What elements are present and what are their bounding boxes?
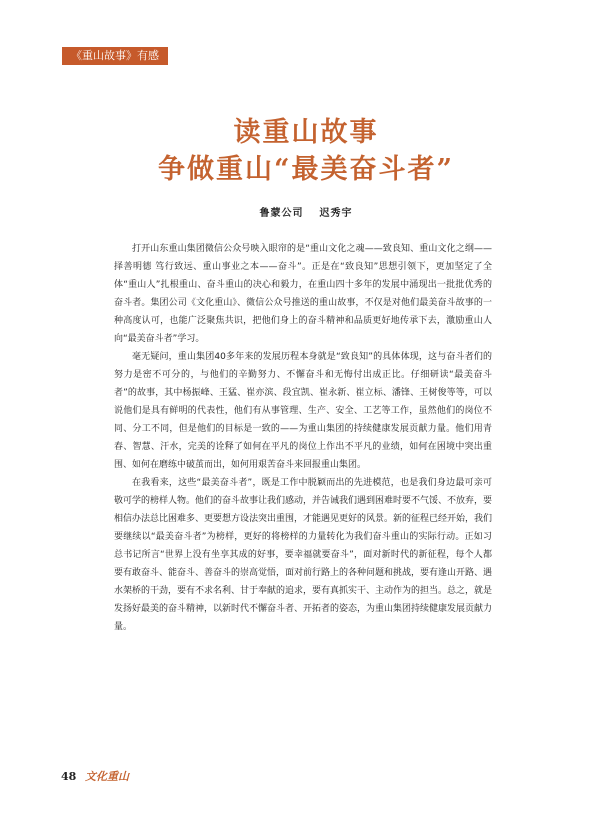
author-name: 迟秀宇 — [319, 208, 353, 219]
paragraph-1: 打开山东重山集团微信公众号映入眼帘的是“重山文化之魂——致良知、重山文化之纲——择善明德 笃行致远、重山事业之本——奋斗”。正是在“致良知”思想引领下，更加坚定了全体“重山人”扎根重山、奋斗重山的决心和毅力，在重山四十多年的发展中涌现出一批批优秀的奋斗者。集团公司《文化重山》、微信公众号推送的重山故事，不仅是对他们最美奋斗故事的一种高度认可，也能广泛聚焦共识，把他们身上的奋斗精神和品质更好地传承下去，激励重山人向“最美奋斗者”学习。 — [114, 244, 492, 344]
author-byline — [0, 204, 612, 219]
author-organization: 鲁蒙公司 — [259, 208, 304, 219]
paragraph-3: 在我看来，这些“最美奋斗者”，既是工作中脱颖而出的先进模范，也是我们身边最可亲可敬可学的榜样人物。他们的奋斗故事让我们感动，并告诫我们遇到困难时要不气馁、不放弃，要相信办法总比困难多、更要想方设法突出重围，才能遇见更好的风景。新的征程已经开始，我们要继续以“最美奋斗者”为榜样，更好的将榜样的力量转化为我们奋斗重山的实际行动。正如习总书记所言“世界上没有坐享其成的好事，要幸福就要奋斗”，面对新时代的新征程，每个人都要有敢奋斗、能奋斗、善奋斗的崇高觉悟，面对前行路上的各种问题和挑战，要有逢山开路、遇水架桥的干劲，要有不求名利、甘于奉献的追求，要有真抓实干、主动作为的担当。总之，就是发扬好最美的奋斗精神，以新时代不懈奋斗者、开拓者的姿态，为重山集团持续健康发展贡献力量。 — [114, 478, 493, 632]
section-tag: 《重山故事》有感 — [62, 47, 168, 65]
article-body — [114, 240, 492, 636]
article-title-line-2: 争做重山“最美奋斗者” — [157, 154, 455, 185]
page-number: 48 — [61, 770, 77, 783]
magazine-brand-logo: 文化重山 — [85, 770, 129, 783]
paragraph-2: 毫无疑问，重山集团40多年来的发展历程本身就是“致良知”的具体体现，这与奋斗者们的努力是密不可分的，与他们的辛勤努力、不懈奋斗和无悔付出成正比。仔细研读“最美奋斗者”的故事，其中杨振峰、王猛、崔亦滨、段宜凯、崔永新、崔立标、潘锋、王树俊等等，可以说他们是具有鲜明的代表性，他们有从事管理、生产、安全、工艺等工作，虽然他们的岗位不同、分工不同，但是他们的目标是一致的——为重山集团的持续健康发展贡献力量。他们用青春、智慧、汗水，完美的诠释了如何在平凡的岗位上作出不平凡的业绩，如何在困境中突出重围、如何在磨练中破茧而出，如何用艰苦奋斗来回报重山集团。 — [114, 352, 492, 470]
article-title-line-1: 读重山故事 — [233, 117, 379, 148]
